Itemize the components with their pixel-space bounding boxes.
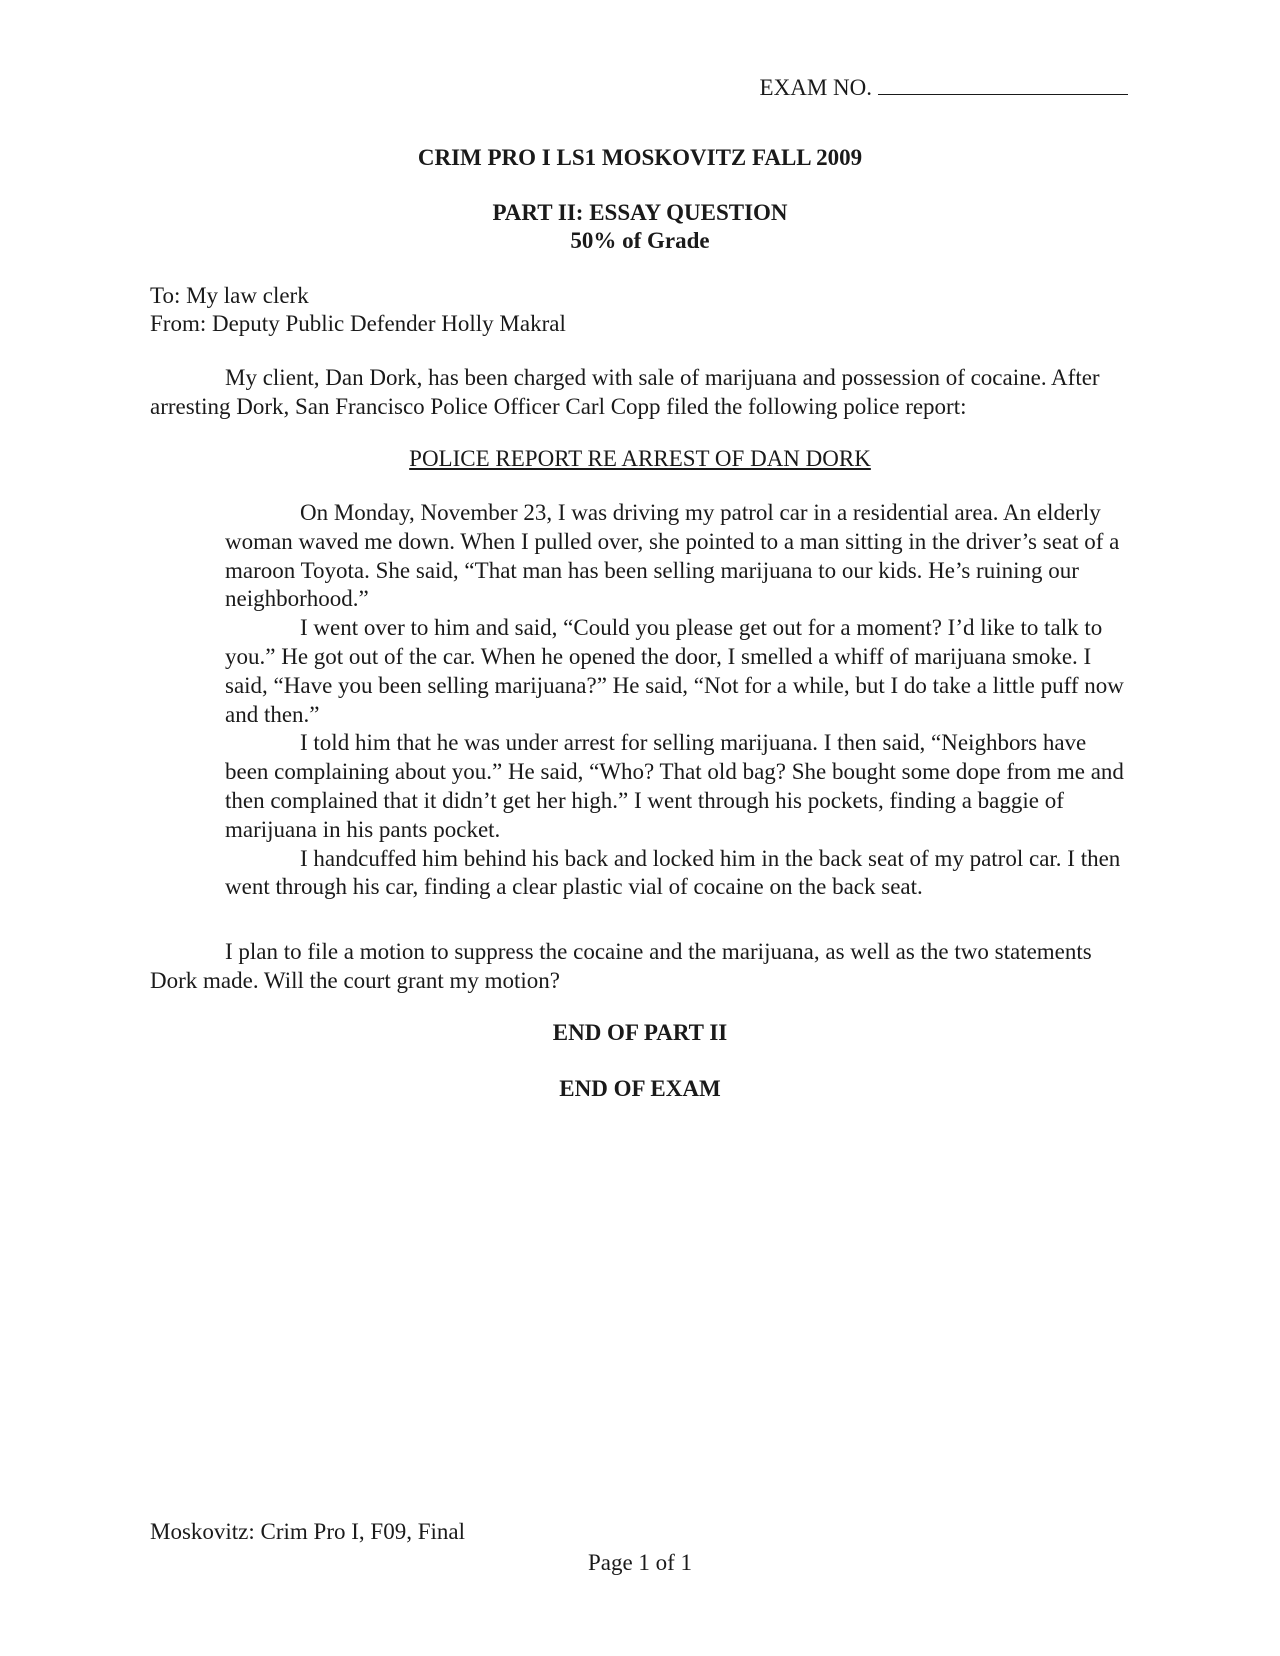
report-paragraph: I went over to him and said, “Could you please get out for a moment? I’d like to talk to you.” He got out of the car. When he opened the door, I smelled a whiff of marijuana smoke. I said, “Have you been selling marijuana?” He said, “Not for a while, but I do take a little puff now and then.” [225, 615, 1124, 727]
report-paragraph: I handcuffed him behind his back and locked him in the back seat of my patrol car. I then went through his car, finding a clear plastic vial of cocaine on the back seat. [225, 845, 1121, 900]
footer-page-number: Page 1 of 1 [587, 1550, 693, 1575]
footer-course-info: Moskovitz: Crim Pro I, F09, Final [150, 1519, 465, 1544]
exam-number-label: EXAM NO. [759, 75, 872, 100]
grade-weight: 50% of Grade [570, 228, 710, 253]
closing-paragraph: I plan to file a motion to suppress the cocaine and the marijuana, as well as the two statements Dork made. Will the court grant my motion? [150, 939, 1092, 993]
exam-number-blank [878, 74, 1128, 95]
report-paragraph: On Monday, November 23, I was driving my patrol car in a residential area. An elderly woman waved me down. When I pulled over, she pointed to a man sitting in the driver’s seat of a maroon Toyota. She said, “That man has been selling marijuana to our kids. He’s ruining our neighborhood.” [225, 500, 1120, 612]
end-of-exam: END OF EXAM [559, 1076, 721, 1101]
memo-from: From: Deputy Public Defender Holly Makral [150, 311, 566, 336]
exam-number-line [760, 74, 1128, 102]
report-paragraph: I told him that he was under arrest for selling marijuana. I then said, “Neighbors have been complaining about you.” He said, “Who? That old bag? She bought some dope from me and then complained that it didn’t get her high.” I went through his pockets, finding a baggie of marijuana in his pants pocket. [225, 730, 1124, 842]
memo-to: To: My law clerk [150, 283, 309, 308]
end-of-part: END OF PART II [552, 1020, 728, 1045]
report-heading-text: POLICE REPORT RE ARREST OF DAN DORK [409, 446, 871, 471]
report-heading [0, 444, 1280, 473]
part-title: PART II: ESSAY QUESTION [492, 200, 788, 225]
intro-paragraph: My client, Dan Dork, has been charged with sale of marijuana and possession of cocaine. After arresting Dork, San Francisco Police Officer Carl Copp filed the following police report: [150, 365, 1100, 419]
police-report [225, 499, 1130, 902]
course-title: CRIM PRO I LS1 MOSKOVITZ FALL 2009 [417, 145, 863, 170]
